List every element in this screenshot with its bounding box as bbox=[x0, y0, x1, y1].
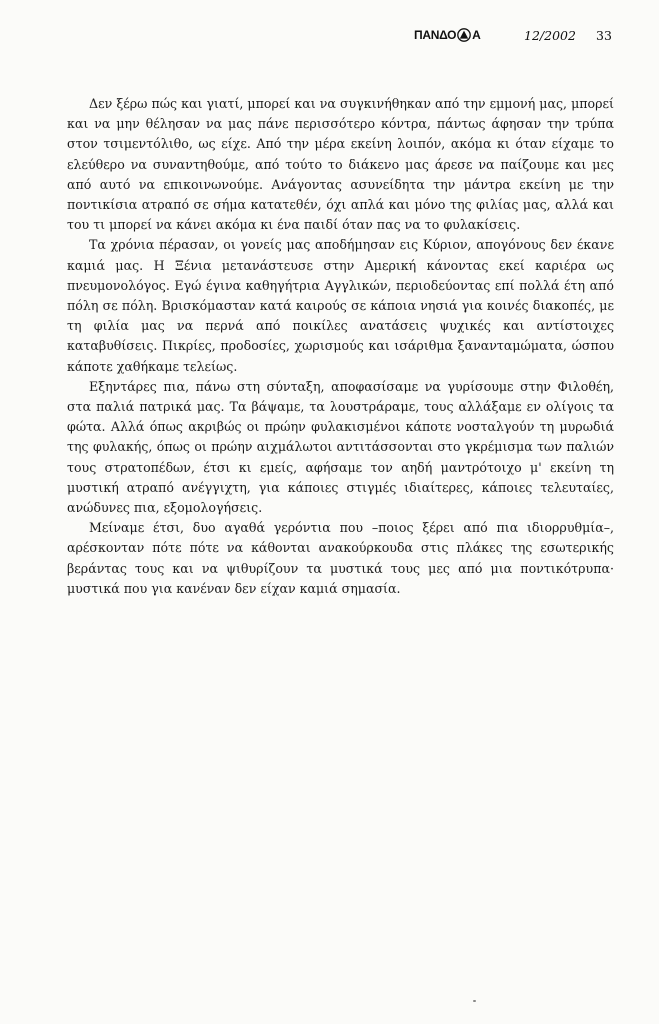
magazine-logo bbox=[414, 28, 481, 42]
page-number: 33 bbox=[596, 28, 612, 43]
paragraph: Εξηντάρες πια, πάνω στη σύνταξη, αποφασίσαμε να γυρίσουμε στην Φιλοθέη, στα παλιά πατρικά μας. Τα βάψαμε, τα λουστράραμε, τους αλλάξαμε εν ολίγοις τα φώτα. Αλλά όπως ακριβώς οι πρώην φυλακισμένοι κάποτε νοσταλγούν τη μυρωδιά της φυλακής, όπως οι πρώην αιχμάλωτοι αντιτάσσονται στο γκρέμισμα των παλιών τους στρατοπέδων, έτσι κι εμείς, αφήσαμε τον αηδή μαντρότοιχο μ' εκείνη τη μυστική ατραπό ανέγγιχτη, για κάποιες στιγμές ιδιαίτερες, κάποιες τελευταίες, ανώδυνες πια, εξομολογήσεις. bbox=[67, 378, 614, 516]
triangle-emblem-icon bbox=[457, 28, 471, 42]
issue-date: 12/2002 bbox=[524, 28, 576, 43]
brand-text-right: Α bbox=[472, 28, 481, 42]
paragraph: Τα χρόνια πέρασαν, οι γονείς μας αποδήμησαν εις Κύριον, απογόνους δεν έκανε καμιά μας. Η Ξένια μετανάστευσε στην Αμερική κάνοντας εκεί καριέρα ως πνευμονολόγος. Εγώ έγινα καθηγήτρια Αγγλικών, περιοδεύοντας επί πολλά έτη από πόλη σε πόλη. Βρισκόμασταν κατά καιρούς σε κάποια νησιά για κοινές διακοπές, με τη φιλία μας να περνά από ποικίλες ανατάσεις ψυχικές και αντίστοιχες καταβυθίσεις. Πικρίες, προδοσίες, χωρισμούς και ισάριθμα ξανανταμώματα, ώσπου κάποτε χαθήκαμε τελείως. bbox=[67, 237, 614, 374]
article-body bbox=[67, 94, 614, 599]
paragraph: Μείναμε έτσι, δυο αγαθά γερόντια που –ποιος ξέρει από πια ιδιορρυθμία–, αρέσκονταν πότε πότε να κάθονται ανακούρκουδα στις πλάκες της εσωτερικής βεράντας τους και να ψιθυρίζουν τα μυστικά τους μες από μια ποντικότρυπα· μυστικά που για κανέναν δεν είχαν καμιά σημασία. bbox=[67, 520, 614, 596]
paragraph: Δεν ξέρω πώς και γιατί, μπορεί και να συγκινήθηκαν από την εμμονή μας, μπορεί και να μην θέλησαν να μας πάνε περισσότερο κόντρα, πάντως άφησαν την τρύπα στον τσιμεντόλιθο, ως είχε. Από την μέρα εκείνη λοιπόν, ακόμα κι όταν είχαμε το ελεύθερο να συναντηθούμε, από τούτο το διάκενο μας άρεσε να παίζουμε και μες από αυτό να επικοινωνούμε. Ανάγοντας ασυνείδητα την μάντρα εκείνη με την ποντικίσια ατραπό σε σήμα κατατεθέν, όχι απλά και μόνο της φιλίας μας, αλλά και του τι μπορεί να κάνει ακόμα κι ένα παιδί όταν πας να το φυλακίσεις. bbox=[67, 96, 614, 233]
scan-speck bbox=[473, 1000, 476, 1002]
running-header bbox=[0, 28, 659, 52]
brand-text-left: ΠΑΝΔΟ bbox=[414, 28, 457, 42]
